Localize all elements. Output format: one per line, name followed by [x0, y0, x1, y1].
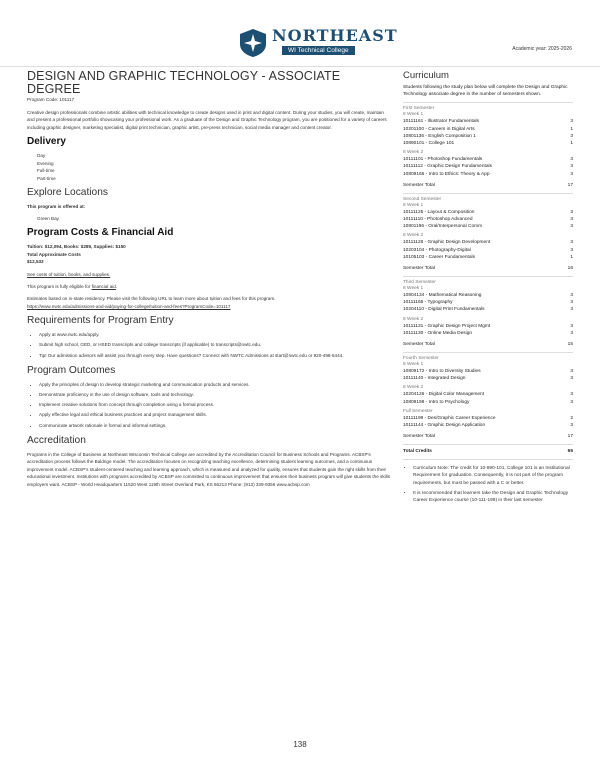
semester-title: Third Semester — [403, 280, 436, 286]
course-name: 10111125 - Layout & Composition — [403, 209, 475, 215]
semester-total-value: 15 — [567, 342, 573, 348]
program-description: Creative design professionals combine artistic abilities with technical knowledge to create designs used in print and digital content. During your studies, you will create, maintain and present a professional portfolio showcasing your professional work. As a graduate of the Design and Graphic Technology program, you are positioned for a variety of careers including graphic designer, marketing specialist, digital print technician, graphic artist, pre-press technician, social media manager and content creator. — [27, 110, 387, 130]
course-credits: 3 — [570, 164, 573, 170]
semester-total-row — [403, 433, 573, 441]
semester-list — [403, 106, 573, 445]
school-name: NORTHEAST — [272, 26, 398, 45]
course-name: 10809166 - Intro to Ethics: Theory & App — [403, 171, 490, 177]
course-row — [403, 292, 573, 299]
page-header — [0, 26, 600, 62]
spacer — [403, 337, 573, 340]
week-label: 8 Week 2 — [403, 150, 424, 156]
course-row — [403, 209, 573, 216]
course-row — [403, 391, 573, 398]
semester-total-value: 17 — [567, 182, 573, 188]
course-credits: 3 — [570, 293, 573, 299]
aid-prefix: This program is fully eligible for — [27, 284, 92, 290]
see-costs-link[interactable]: See costs of tuition, books, and supplies. — [27, 271, 111, 277]
course-credits: 3 — [570, 171, 573, 177]
semester-total-row — [403, 341, 573, 349]
week-label: 8 Week 2 — [403, 316, 424, 322]
course-credits: 3 — [570, 157, 573, 163]
delivery-item: Full-time — [37, 168, 55, 174]
course-row — [403, 399, 573, 406]
cost-breakdown: Tuition: $12,094, Books: $289, Supplies: $150 — [27, 244, 126, 250]
requirements-heading: Requirements for Program Entry — [27, 315, 174, 327]
semester-title: Second Semester — [403, 196, 442, 202]
course-name: 10105103 - Career Fundamentals — [403, 254, 475, 260]
course-name: 10111131 - Graphic Design Project Mgmt — [403, 323, 491, 329]
course-row — [403, 330, 573, 337]
header-divider — [0, 66, 600, 67]
course-row — [403, 306, 573, 313]
course-name: 10809198 - Intro to Psychology — [403, 399, 470, 405]
outcome-item: • Communicate artwork rationale in formal and informal settings. — [39, 422, 390, 429]
semester-total-label: Semester Total — [403, 182, 435, 188]
academic-year: Academic year: 2025-2026 — [512, 46, 572, 52]
course-name: 10111126 - Graphic Design Development — [403, 240, 491, 246]
course-credits: 3 — [570, 423, 573, 429]
outcome-item: • Implement creative solutions from concept through completion using a formal process. — [39, 401, 390, 408]
accreditation-heading: Accreditation — [27, 434, 86, 446]
course-row — [403, 368, 573, 375]
locations-heading: Explore Locations — [27, 186, 108, 198]
course-name: 10111110 - Photoshop Advanced — [403, 217, 473, 223]
course-name: 10111144 - Graphic Design Application — [403, 423, 486, 429]
semester-title: First Semester — [403, 106, 435, 112]
course-row — [403, 254, 573, 261]
divider — [403, 444, 573, 445]
shield-emblem-icon — [238, 28, 268, 58]
course-credits: 2 — [570, 415, 573, 421]
course-row — [403, 223, 573, 230]
course-credits: 1 — [570, 141, 573, 147]
course-name: 10804134 - Mathematical Reasoning — [403, 293, 482, 299]
estimate-text: Estimates based on in-state residency. Please visit the following URL to learn more about tuition and fees for this program. — [27, 296, 276, 302]
spacer — [403, 261, 573, 264]
course-row — [403, 422, 573, 429]
course-credits: 3 — [570, 119, 573, 125]
total-cost-label: Total Approximate Costs — [27, 251, 81, 257]
outcome-item: • Apply effective legal and ethical business practices and project management skills. — [39, 411, 390, 418]
aid-suffix: . — [115, 284, 118, 290]
divider — [403, 102, 573, 103]
course-row — [403, 375, 573, 382]
course-name: 10809172 - Intro to Diversity Studies — [403, 369, 481, 375]
course-name: 10203104 - Photography-Digital — [403, 247, 471, 253]
curriculum-note: • It is recommended that learners take the Design and Graphic Technology Career Experience course (10-111-199) in their last semester. — [413, 490, 573, 504]
delivery-item: Day — [37, 153, 46, 159]
total-credits-row — [403, 448, 573, 456]
course-name: 10801196 - Oral/Interpersonal Comm — [403, 224, 483, 230]
course-row — [403, 415, 573, 422]
outcome-item: • Apply the principles of design to develop strategic marketing and communication products and services. — [39, 381, 390, 388]
requirements-list — [27, 331, 390, 359]
week-label: 8 Week 1 — [403, 286, 424, 292]
outcomes-heading: Program Outcomes — [27, 364, 116, 376]
course-credits: 3 — [570, 323, 573, 329]
outcome-item: • Demonstrate proficiency in the use of design software, tools and technology. — [39, 391, 390, 398]
week-label: 8 Week 1 — [403, 202, 424, 208]
course-row — [403, 126, 573, 133]
course-credits: 3 — [570, 133, 573, 139]
course-row — [403, 239, 573, 246]
semester-total-label: Semester Total — [403, 266, 435, 272]
offered-at-label: This program is offered at: — [27, 203, 86, 209]
school-subtitle: WI Technical College — [282, 46, 355, 55]
program-code: Program Code: 101117 — [27, 97, 75, 102]
week-label: 8 Week 1 — [403, 112, 424, 118]
curriculum-heading: Curriculum — [403, 70, 449, 81]
requirement-item: • Apply at www.nwtc.edu/apply. — [39, 331, 390, 338]
course-row — [403, 133, 573, 140]
requirement-item: • Tip! Our admission advisors will assist you through every step. Have questions? Connect with NWTC Admissions at start@nwtc.edu or 920-498-5444. — [39, 352, 390, 359]
delivery-item: Evening — [37, 160, 54, 166]
semester-title: Fourth Semester — [403, 356, 439, 362]
financial-aid-text — [27, 283, 390, 290]
total-credits-label: Total Credits — [403, 449, 432, 455]
delivery-heading: Delivery — [27, 136, 66, 148]
course-credits: 1 — [570, 254, 573, 260]
course-credits: 3 — [570, 330, 573, 336]
semester-total-label: Semester Total — [403, 434, 435, 440]
spacer — [403, 429, 573, 432]
semester-total-value: 17 — [567, 434, 573, 440]
semester-total-row — [403, 182, 573, 190]
program-details-column — [27, 70, 390, 493]
divider — [403, 193, 573, 194]
divider — [403, 459, 573, 460]
college-logo[interactable] — [235, 26, 398, 62]
delivery-item: Part-time — [37, 176, 56, 181]
course-row — [403, 118, 573, 125]
week-label: 8 Week 2 — [403, 233, 424, 239]
divider — [403, 276, 573, 277]
week-label: Full Semester — [403, 408, 433, 414]
total-cost-value: $12,533 — [27, 259, 44, 265]
course-credits: 3 — [570, 224, 573, 230]
outcomes-list — [27, 381, 390, 429]
course-credits: 3 — [570, 369, 573, 375]
curriculum-notes — [403, 465, 573, 504]
page-number: 138 — [293, 740, 307, 749]
program-title: DESIGN AND GRAPHIC TECHNOLOGY - ASSOCIATE DEGREE — [27, 69, 341, 96]
course-credits: 3 — [570, 247, 573, 253]
curriculum-column — [403, 70, 573, 510]
course-credits: 3 — [570, 376, 573, 382]
costs-heading: Program Costs & Financial Aid — [27, 227, 174, 239]
semester-total-label: Semester Total — [403, 342, 435, 348]
week-label: 8 Week 2 — [403, 385, 424, 391]
semester-total-row — [403, 265, 573, 273]
tuition-url-link[interactable]: https://www.nwtc.edu/admissions-and-aid/paying-for-college/tuition-and-fees?ProgramCode=101117 — [27, 303, 231, 309]
course-name: 10204126 - Digital Color Management — [403, 392, 485, 398]
course-name: 10111199 - Des/Graphic Career Experience — [403, 415, 496, 421]
campus-name: Green Bay — [37, 216, 59, 221]
divider — [403, 352, 573, 353]
curriculum-intro: Students following the study plan below will complete the Design and Graphic Technology associate degree in the number of semesters shown. — [403, 85, 568, 98]
course-row — [403, 171, 573, 178]
course-row — [403, 299, 573, 306]
semester-total-value: 16 — [567, 266, 573, 272]
course-credits: 1 — [570, 126, 573, 132]
course-row — [403, 323, 573, 330]
course-name: 10111161 - Illustrator Fundamentals — [403, 119, 479, 125]
course-name: 10890101 - College 101 — [403, 141, 455, 147]
requirement-item: • Submit high school, GED, or HSED transcripts and college transcripts (if applicable) to transcripts@nwtc.edu. — [39, 341, 390, 348]
course-name: 10111112 - Graphic Design Fundamentals — [403, 164, 492, 170]
course-credits: 3 — [570, 307, 573, 313]
course-credits: 3 — [570, 392, 573, 398]
course-credits: 3 — [570, 209, 573, 215]
spacer — [403, 178, 573, 181]
course-credits: 3 — [570, 300, 573, 306]
curriculum-note: • Curriculum Note: The credit for 10-890-101, College 101 is an Institutional Requirement for graduation. Consequently, it is not part of the program requirements, but must be passed with a C or better. — [413, 465, 573, 487]
course-name: 10801136 - English Composition 1 — [403, 133, 476, 139]
delivery-list — [27, 152, 390, 182]
course-name: 10201100 - Careers in Digital Arts — [403, 126, 475, 132]
course-row — [403, 156, 573, 163]
course-name: 10111101 - Photoshop Fundamentals — [403, 157, 483, 163]
week-label: 8 Week 1 — [403, 362, 424, 368]
course-name: 10111130 - Online Media Design — [403, 330, 473, 336]
total-credits-value: 65 — [567, 449, 573, 455]
accreditation-text: Programs in the College of Business at Northeast Wisconsin Technical College are accredited by the Accreditation Council for Business Schools and Programs. ACBSP's accreditation process follows the Baldrige model. The accreditation focuses on recognizing teaching excellence, determining student learning outcomes, and a continuous improvement model. ACBSP's student-centered teaching and learning approach, which is measured and analyzed for quality, ensures that students gain the right skills from their educational investment. Institutions with programs accredited by ACBSP are committed to continuous improvement that ensures their business program will give students the skills employers want. ACBSP - World Headquarters 11520 West 119th Street Overland Park, KS 66213 Phone: (913) 339-9356 www.acbsp.com — [27, 451, 390, 487]
course-name: 10204110 - Digital Print Fundamentals — [403, 307, 485, 313]
course-row — [403, 216, 573, 223]
course-name: 10111165 - Typography — [403, 300, 453, 306]
course-row — [403, 247, 573, 254]
course-credits: 3 — [570, 399, 573, 405]
financial-aid-link[interactable]: financial aid — [91, 284, 116, 290]
course-credits: 3 — [570, 240, 573, 246]
course-row — [403, 163, 573, 170]
course-credits: 3 — [570, 217, 573, 223]
course-name: 10111140 - Integrated Design — [403, 376, 466, 382]
course-row — [403, 140, 573, 147]
